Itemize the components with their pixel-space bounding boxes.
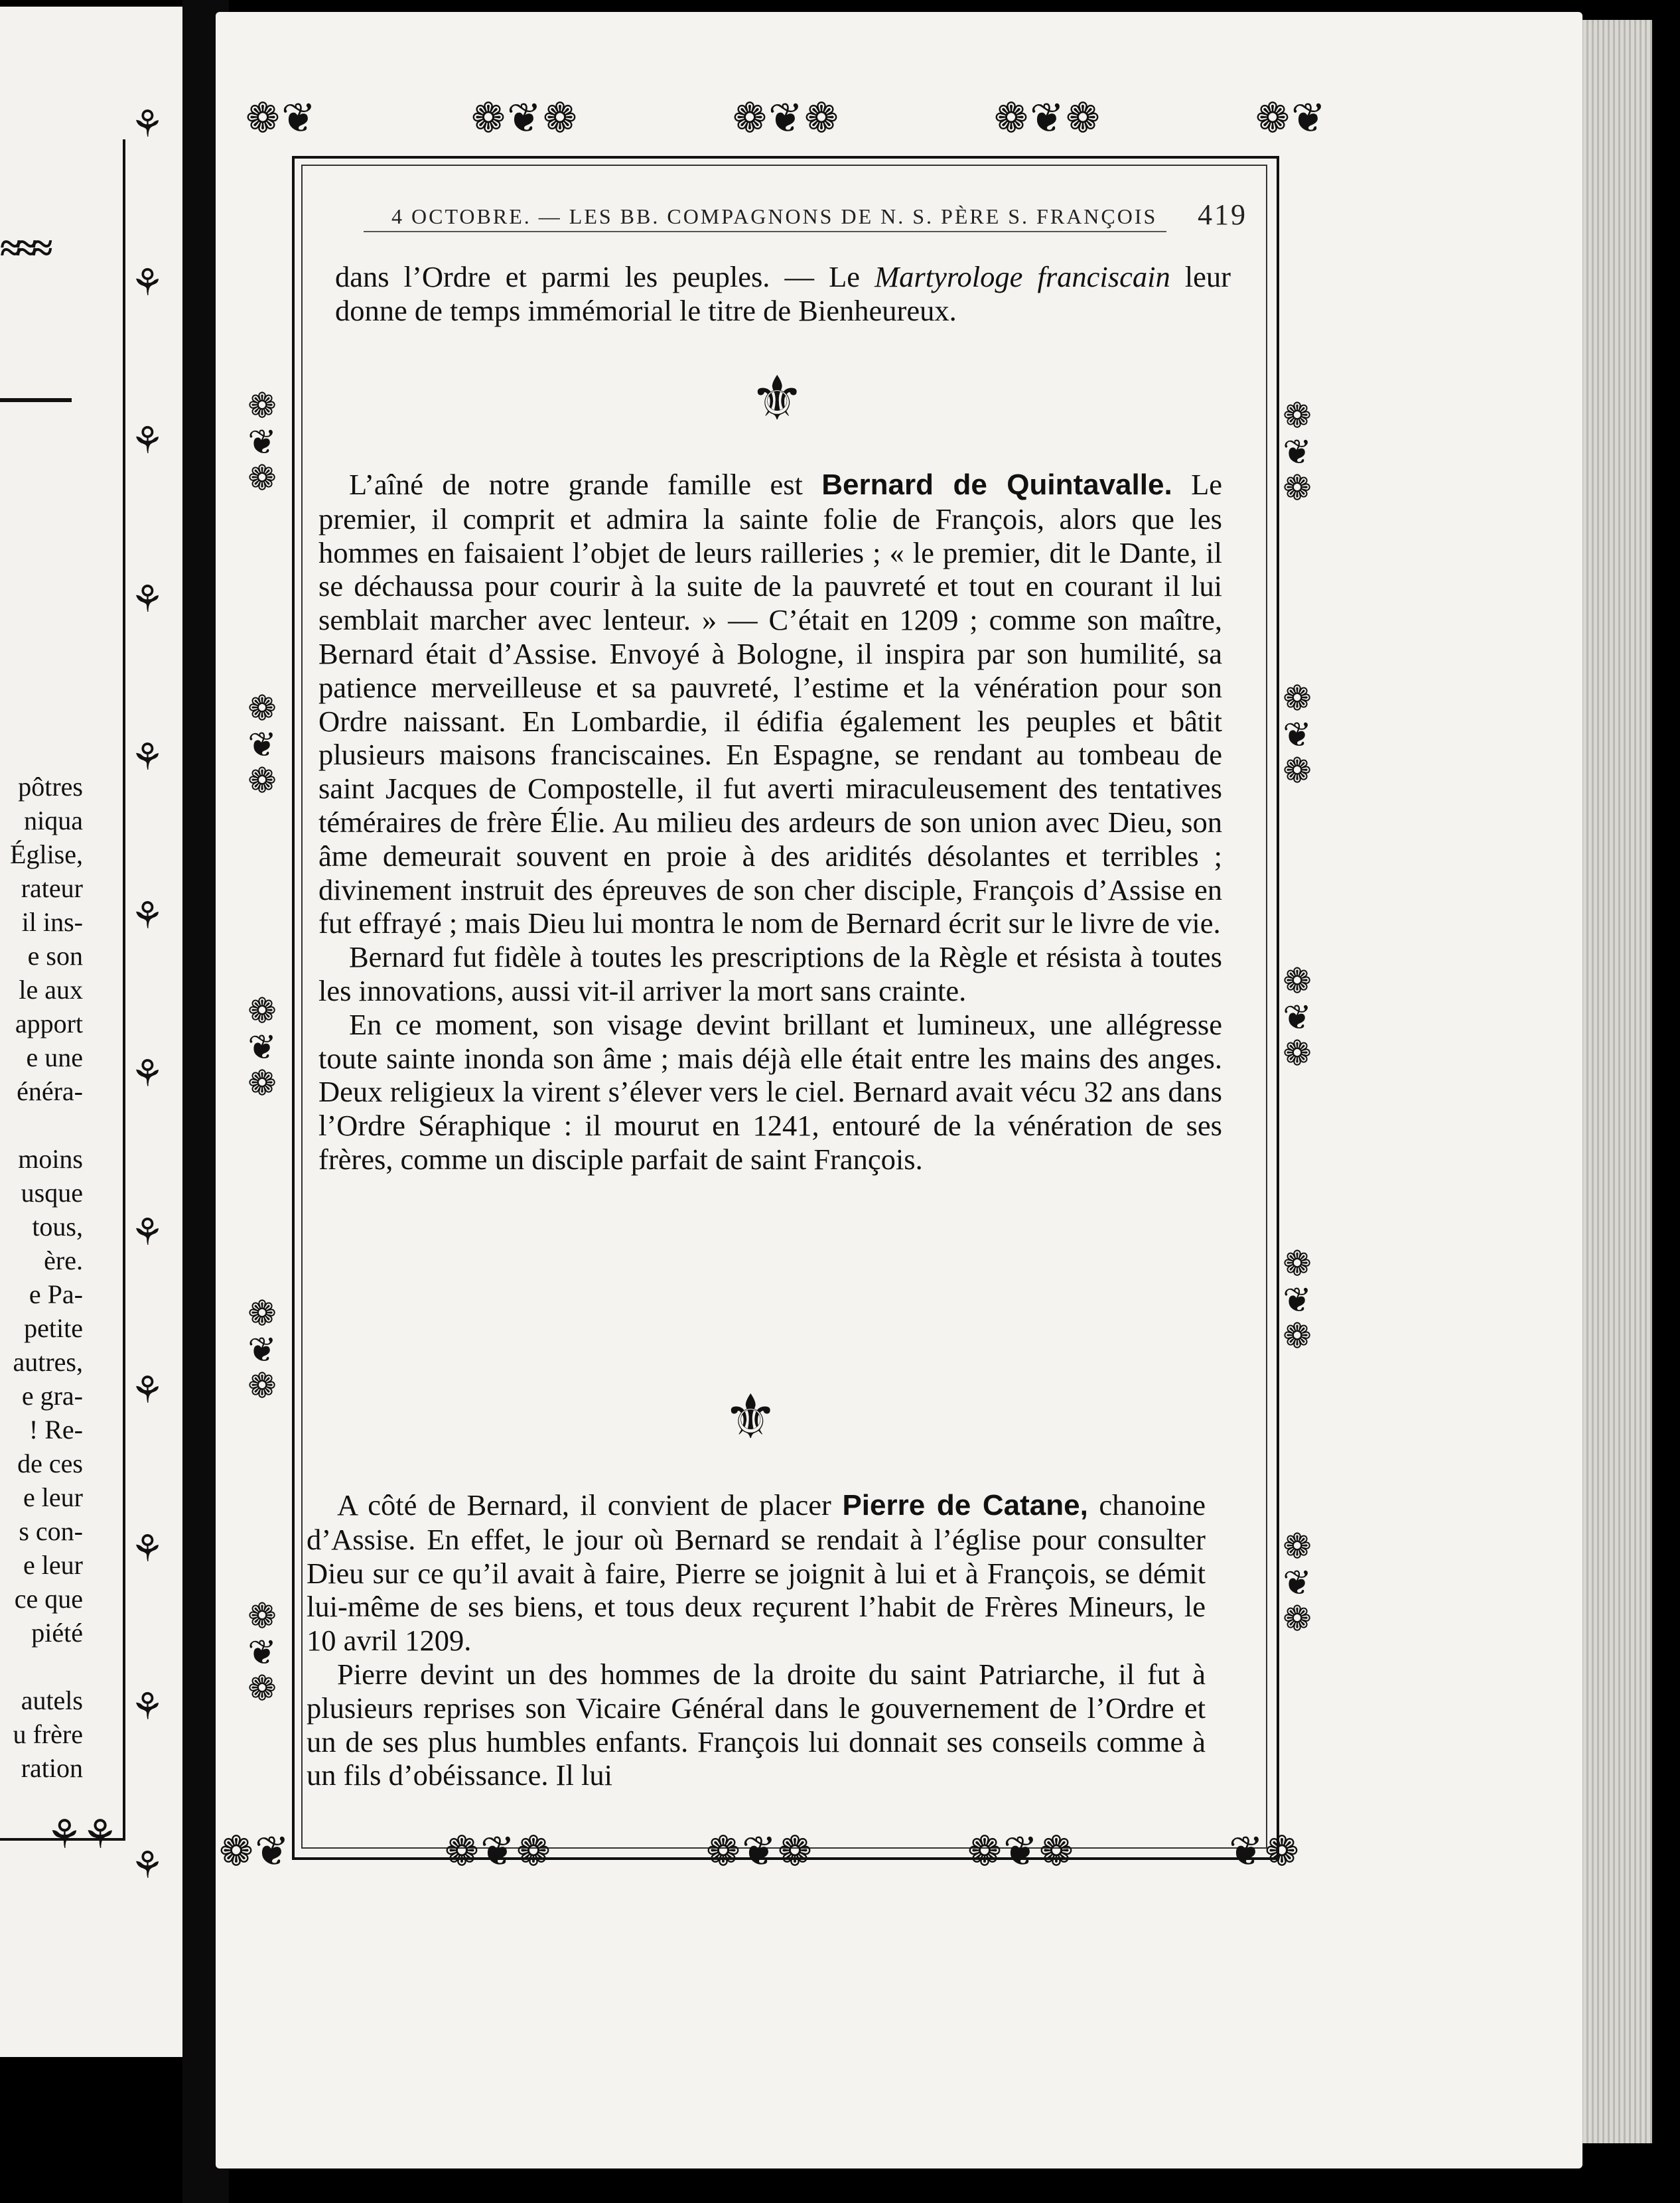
rosette-scroll-icon: ❁❦❁ (967, 1829, 1075, 1875)
text-fragment: ration (21, 1753, 83, 1783)
text-fragment: petite (24, 1313, 83, 1343)
bernard-paragraph-1: L’aîné de notre grande famille est Bernard de Quintavalle. Le premier, il comprit et admira la sainte folie de François, alors que les hommes en faisaient l’objet de leurs railleries ; « le premier, dit le Dante, il se déchaussa pour courir à la suite de la pauvreté et tout en courant il lui semblait marcher avec lenteur. » — C’était en 1209 ; comme son maître, Bernard était d’Assise. Envoyé à Bologne, il inspira par son humilité, sa patience merveilleuse et sa pauvreté, l’estime et la vénération pour son Ordre naissant. En Lombardie, il édifia également les peuples et bâtit plusieurs maisons franciscaines. En Espagne, se rendant au tombeau de saint Jacques de Compostelle, il fut averti miraculeusement des tentatives téméraires de frère Élie. Au milieu des ardeurs de son union avec Dieu, son âme demeurait souvent en proie à des aridités désolantes et terribles ; divinement instruit des épreuves de son cher disciple, François d’Assise en fut effrayé ; mais Dieu lui montra le nom de Bernard écrit sur le livre de vie. (318, 468, 1222, 940)
corner-rosette-icon: ❁❦ (1255, 96, 1327, 141)
tulip-ornament-icon: ⚘ (130, 1528, 161, 1570)
left-ornament-column (239, 292, 285, 1805)
text-fragment: il ins- (21, 907, 83, 937)
intro-text-end: leur donne de temps immémorial le titre de Bienheureux. (335, 260, 1231, 327)
corner-rosette-icon: ❁❦ (245, 96, 317, 141)
tulip-ornament-icon: ⚘ (130, 737, 161, 779)
rosette-scroll-icon: ❁ ❦ ❁ (247, 993, 277, 1103)
text-fragment: tous, (32, 1212, 83, 1242)
text-fragment: e une (26, 1042, 83, 1072)
facing-page (0, 7, 182, 2057)
text-fragment: Église, (10, 839, 83, 869)
rosette-scroll-icon: ❁ ❦ ❁ (1283, 397, 1312, 508)
page-edges (1573, 20, 1652, 2143)
text-fragment: usque (21, 1178, 83, 1208)
tulip-ornament-icon: ⚘ (130, 1054, 161, 1096)
rosette-scroll-icon: ❁ ❦ ❁ (247, 1295, 277, 1406)
text-fragment: le aux (19, 975, 83, 1005)
text-fragment: piété (31, 1618, 83, 1648)
text-fragment: ! Re- (29, 1415, 83, 1445)
fleur-de-lis-icon: ⚜ (723, 1384, 778, 1451)
bottom-ornament-row (219, 1831, 1300, 1873)
text-fragment: pôtres (18, 772, 83, 802)
top-ornament-row (245, 98, 1327, 139)
text-fragment: autres, (13, 1347, 83, 1377)
text-fragment: e Pa- (29, 1279, 83, 1309)
fleur-de-lis-icon: ⚜ (750, 365, 805, 433)
rosette-scroll-icon: ❁ ❦ ❁ (1283, 680, 1312, 791)
text-fragment: de ces (17, 1449, 83, 1478)
text-fragment: s con- (19, 1516, 83, 1546)
tulip-ornament-icon: ⚘ (130, 104, 161, 145)
tulip-ornament-icon: ⚘ (130, 421, 161, 462)
header-rule (364, 231, 1166, 232)
rosette-scroll-icon: ❁ ❦ ❁ (1283, 1245, 1312, 1356)
text-fragment: e leur (23, 1482, 83, 1512)
rosette-scroll-icon: ❁ ❦ ❁ (247, 388, 277, 498)
pierre-paragraph-1: A côté de Bernard, il convient de placer Pierre de Catane, chanoine d’Assise. En effet, le jour où Bernard se rendait à l’église pour consulter Dieu sur ce qu’il avait à faire, Pierre se joignit à lui et à François, se démit lui-même de ses biens, et tous deux reçurent l’habit de Frères Mineurs, le 10 avril 1209. (307, 1488, 1206, 1658)
rosette-scroll-icon: ❁ ❦ ❁ (247, 690, 277, 801)
pierre-section (307, 1488, 1206, 1792)
facing-page-ornament-column (122, 106, 169, 1884)
tulip-ornament-icon: ⚘ (130, 262, 161, 304)
bernard-section (318, 468, 1222, 1176)
tulip-ornament-icon: ⚘ (130, 1370, 161, 1412)
text-fragment: ce que (14, 1584, 83, 1614)
rosette-scroll-icon: ❁ ❦ ❁ (247, 1598, 277, 1709)
right-ornament-column (1274, 312, 1320, 1725)
rosette-scroll-icon: ❁ ❦ ❁ (1283, 1528, 1312, 1639)
text-fragment: moins (18, 1144, 83, 1174)
martyrology-title: Martyrologe franciscain (875, 260, 1170, 293)
intro-text: dans l’Ordre et parmi les peuples. — Le (335, 260, 875, 293)
text-fragment: apport (15, 1009, 83, 1038)
tulip-ornament-icon: ⚘ (130, 579, 161, 620)
text-fragment: ère. (44, 1245, 83, 1275)
facing-page-rule (0, 398, 72, 402)
facing-page-text-fragments (0, 770, 83, 1785)
bernard-name: Bernard de Quintavalle. (821, 468, 1172, 501)
text-fragment: niqua (24, 806, 83, 835)
rosette-scroll-icon: ❁❦❁ (471, 96, 579, 141)
rosette-scroll-icon: ❁❦❁ (733, 96, 840, 141)
text-fragment: e son (27, 941, 83, 971)
corner-rosette-icon: ❁❦ (219, 1829, 291, 1875)
bernard-paragraph-3: En ce moment, son visage devint brillant et lumineux, une allégresse toute sainte inonda son âme ; mais déjà elle était entre les mains des anges. Deux religieux la virent s’élever vers le ciel. Bernard avait vécu 32 ans dans l’Ordre Séraphique : il mourut en 1241, entouré de la vénération de ses frères, comme un disciple parfait de saint François. (318, 1007, 1222, 1176)
page-number: 419 (1198, 198, 1247, 231)
intro-paragraph (335, 260, 1231, 328)
pierre-paragraph-2: Pierre devint un des hommes de la droite du saint Patriarche, il fut à plusieurs reprises son Vicaire Général dans le gouvernement de l’Ordre et un de ses plus humbles enfants. François lui donnait ses conseils comme à un fils d’obéissance. Il lui (307, 1657, 1206, 1792)
rosette-scroll-icon: ❁❦❁ (994, 96, 1101, 141)
rosette-scroll-icon: ❁❦❁ (445, 1829, 552, 1875)
text-fragment (0, 1650, 83, 1683)
tulip-ornament-icon: ⚘ (130, 895, 161, 937)
rosette-scroll-icon: ❁❦❁ (706, 1829, 813, 1875)
pierre-name: Pierre de Catane, (842, 1489, 1088, 1522)
wave-ornament: ≈≈≈ (0, 226, 48, 269)
text-fragment: u frère (13, 1719, 83, 1749)
rosette-scroll-icon: ❁ ❦ ❁ (1283, 963, 1312, 1074)
text-fragment: e gra- (21, 1381, 83, 1411)
tulip-ornament-icon: ⚘ (130, 1687, 161, 1729)
text-fragment: autels (21, 1685, 83, 1715)
running-title: 4 OCTOBRE. — LES BB. COMPAGNONS DE N. S. PÈRE S. FRANÇOIS (391, 204, 1158, 228)
text-fragment: énéra- (17, 1076, 83, 1106)
text-fragment (0, 1108, 83, 1142)
tulip-ornament-icon: ⚘ (130, 1212, 161, 1253)
corner-rosette-icon: ❦❁ (1229, 1829, 1300, 1875)
text-fragment: rateur (21, 873, 83, 903)
bernard-paragraph-2: Bernard fut fidèle à toutes les prescriptions de la Règle et résista à toutes les innovations, aussi vit-il arriver la mort sans crainte. (318, 940, 1222, 1007)
tulip-ornament-icon: ⚘ (130, 1845, 161, 1886)
text-fragment: e leur (23, 1550, 83, 1580)
tulip-ornament-icon: ⚘⚘ (46, 1813, 118, 1857)
